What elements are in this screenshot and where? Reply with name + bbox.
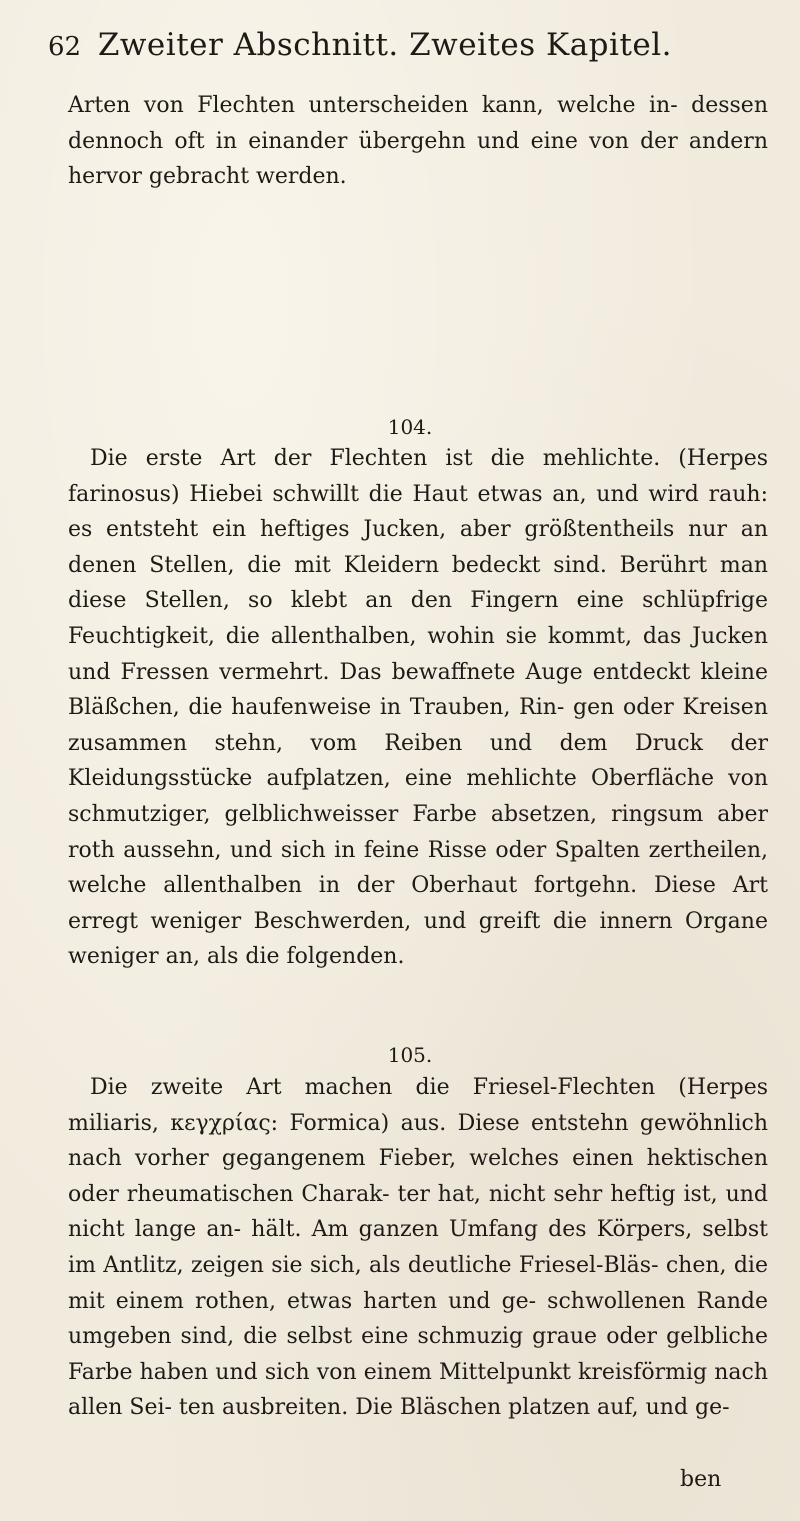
page-number: 62 [48, 32, 82, 62]
paragraph-section-104 [68, 441, 768, 975]
section-number-105: 105. [387, 1043, 433, 1067]
paragraph-text: Die erste Art der Flechten ist die mehlichte. (Herpes farinosus) Hiebei schwillt die Haut etwas an, und wird rauh: es entsteht ein heftiges Jucken, aber größtentheils nur an denen Stellen, die mit Kleidern bedeckt sind. Berührt man diese Stellen, so klebt an den Fingern eine schlüpfrige Feuchtigkeit, die allenthalben, wohin sie kommt, das Jucken und Fressen vermehrt. Das bewaffnete Auge entdeckt kleine Bläßchen, die haufenweise in Trauben, Rin- gen oder Kreisen zusammen stehn, vom Reiben und dem Druck der Kleidungsstücke aufplatzen, eine mehlichte Oberfläche von schmutziger, gelblichweisser Farbe absetzen, ringsum aber roth aussehn, und sich in feine Risse oder Spalten zertheilen, welche allenthalben in der Oberhaut fortgehn. Diese Art erregt weniger Beschwerden, und greift die innern Organe weniger an, als die folgenden. [68, 446, 768, 970]
paragraph-section-105 [68, 1070, 768, 1426]
paragraph-text: Arten von Flechten unterscheiden kann, welche in- dessen dennoch oft in einander übergehn und eine von der andern hervor gebracht werden. [68, 93, 768, 190]
page-header [48, 20, 768, 70]
paragraph-continuation [68, 88, 768, 195]
catchword: ben [680, 1467, 722, 1492]
section-number-104: 104. [387, 415, 433, 439]
running-title: Zweiter Abschnitt. Zweites Kapitel. [97, 27, 673, 63]
paragraph-text: Die zweite Art machen die Friesel-Flechten (Herpes miliaris, κεγχρίας: Formica) aus. Diese entstehn gewöhnlich nach vorher gegangenem Fieber, welches einen hektischen oder rheumatischen Charak- ter hat, nicht sehr heftig ist, und nicht lange an- hält. Am ganzen Umfang des Körpers, selbst im Antlitz, zeigen sie sich, als deutliche Friesel-Bläs- chen, die mit einem rothen, etwas harten und ge- schwollenen Rande umgeben sind, die selbst eine schmuzig graue oder gelbliche Farbe haben und sich von einem Mittelpunkt kreisförmig nach allen Sei- ten ausbreiten. Die Bläschen platzen auf, und ge- [68, 1075, 768, 1421]
